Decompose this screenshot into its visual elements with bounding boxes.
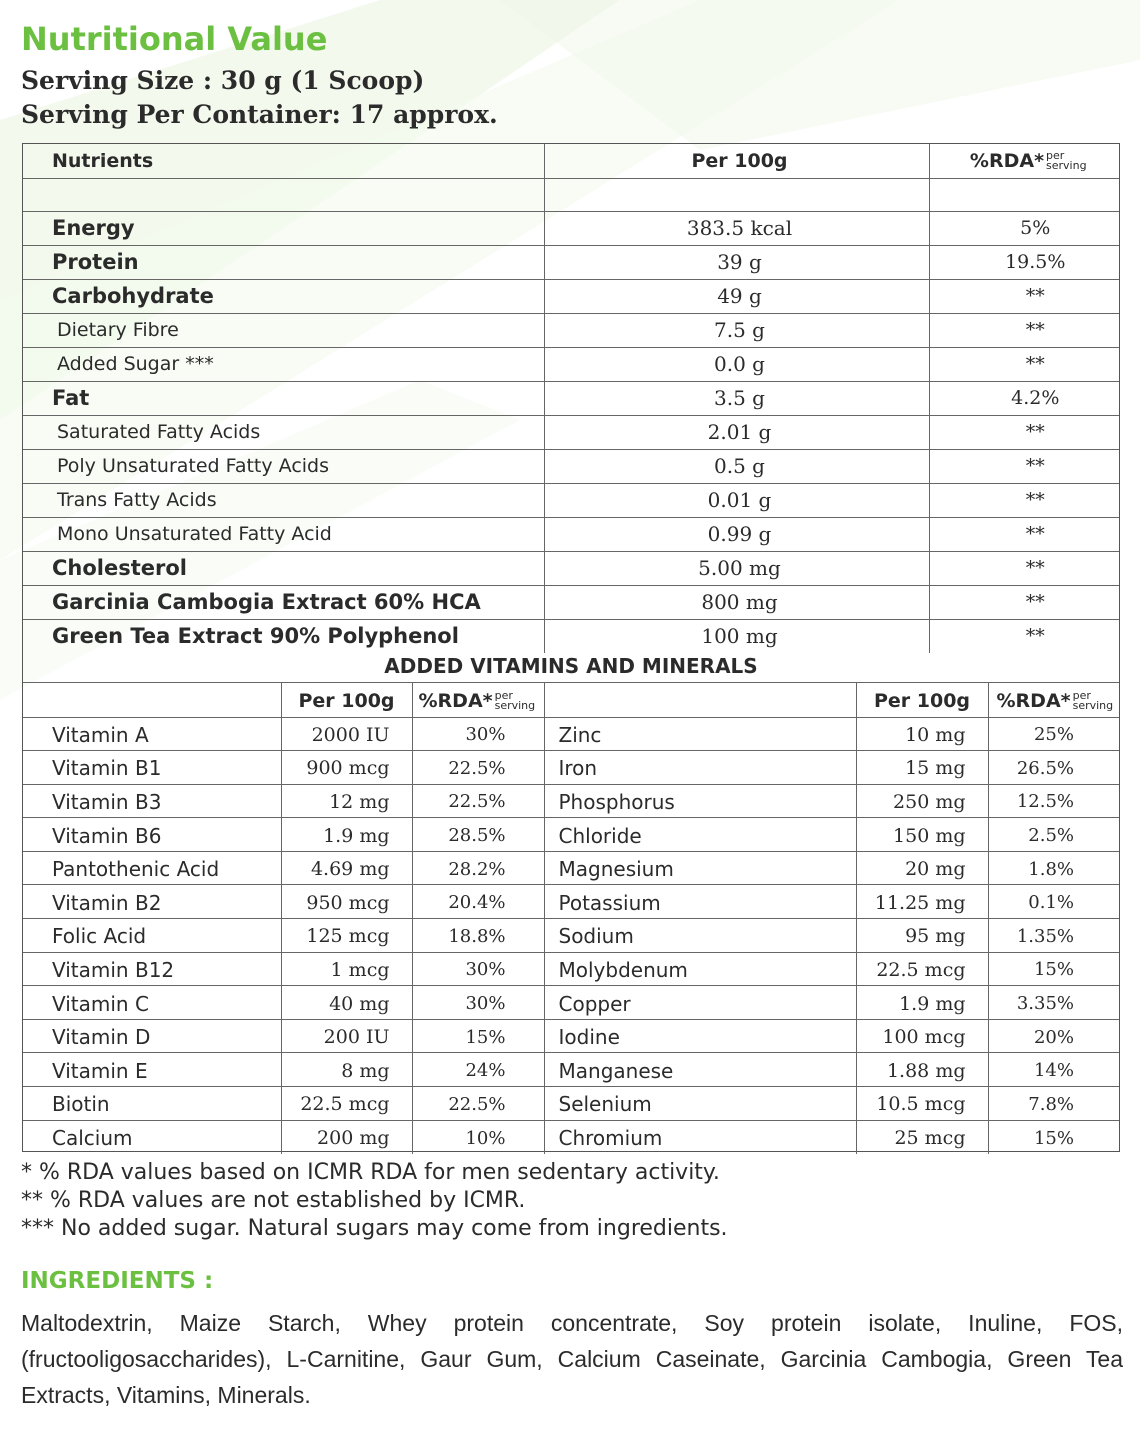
header-per100g-left: Per 100g [281,683,412,717]
vitamin-per100g: 200 mg [281,1120,412,1154]
mineral-name: Copper [544,986,856,1020]
vitamin-rda: 15% [412,1019,544,1053]
nutrient-row [23,347,1119,381]
nutrient-name: Trans Fatty Acids [23,483,544,517]
nutrient-rda: ** [929,483,1119,517]
mineral-name: Selenium [544,1087,856,1121]
vitamin-row [23,1053,1119,1087]
nutrient-row [23,381,1119,415]
mineral-per100g: 10 mg [856,717,988,751]
nutrient-row [23,313,1119,347]
vitamin-per100g: 200 IU [281,1019,412,1053]
vitamin-rda: 24% [412,1053,544,1087]
nutrient-name: Protein [23,245,544,279]
nutrients-spacer-row [23,178,1119,211]
mineral-rda: 14% [988,1053,1119,1087]
vitamin-per100g: 900 mcg [281,751,412,785]
mineral-name: Iodine [544,1019,856,1053]
vitamin-row [23,784,1119,818]
vitamin-name: Vitamin C [23,986,281,1020]
mineral-name: Iron [544,751,856,785]
vitamin-per100g: 1.9 mg [281,818,412,852]
nutrient-rda: ** [929,415,1119,449]
rda-sup-per: per [494,689,513,703]
header-rda-left-sup [495,691,536,711]
vitamin-per100g: 950 mcg [281,885,412,919]
vitamins-section-title: ADDED VITAMINS AND MINERALS [23,650,1119,683]
vitamin-row [23,1120,1119,1154]
vitamin-row [23,885,1119,919]
nutrient-rda: ** [929,449,1119,483]
nutrient-per100g: 0.5 g [544,449,929,483]
header-rda-right-label: %RDA* [996,689,1071,712]
mineral-per100g: 11.25 mg [856,885,988,919]
vitamin-row [23,751,1119,785]
vitamin-row [23,717,1119,751]
vitamin-name: Vitamin D [23,1019,281,1053]
mineral-name: Sodium [544,919,856,953]
vitamin-rda: 28.2% [412,851,544,885]
vitamin-rda: 20.4% [412,885,544,919]
vitamin-row [23,952,1119,986]
mineral-rda: 1.35% [988,919,1119,953]
vitamin-rda: 22.5% [412,751,544,785]
nutrient-per100g: 39 g [544,245,929,279]
vitamin-name: Pantothenic Acid [23,851,281,885]
vitamin-row [23,986,1119,1020]
mineral-per100g: 100 mcg [856,1019,988,1053]
vitamin-row [23,818,1119,852]
mineral-name: Chromium [544,1120,856,1154]
nutrient-rda: 5% [929,211,1119,245]
serving-size: Serving Size : 30 g (1 Scoop) [21,66,425,95]
spacer-cell [929,178,1119,211]
vitamin-name: Vitamin B1 [23,751,281,785]
nutrient-row [23,245,1119,279]
mineral-per100g: 1.88 mg [856,1053,988,1087]
nutrient-row [23,483,1119,517]
vitamin-name: Vitamin B6 [23,818,281,852]
header-rda [929,144,1119,178]
nutrition-panel [22,143,1120,1152]
vitamin-per100g: 1 mcg [281,952,412,986]
mineral-name: Chloride [544,818,856,852]
nutrient-per100g: 0.99 g [544,517,929,551]
header-rda-label: %RDA* [969,149,1045,172]
vitamin-rda: 18.8% [412,919,544,953]
nutrient-per100g: 383.5 kcal [544,211,929,245]
nutrient-row [23,619,1119,653]
vitamin-per100g: 22.5 mcg [281,1087,412,1121]
footnote-1: * % RDA values based on ICMR RDA for men sedentary activity. [21,1160,720,1185]
header-rda-left [412,683,544,717]
nutrient-rda: ** [929,619,1119,653]
nutrient-name: Fat [23,381,544,415]
nutrient-per100g: 7.5 g [544,313,929,347]
vitamin-row [23,851,1119,885]
nutrient-name: Green Tea Extract 90% Polyphenol [52,624,459,649]
vitamin-name: Vitamin A [23,717,281,751]
vitamin-name: Vitamin B2 [23,885,281,919]
serving-per-container: Serving Per Container: 17 approx. [21,100,498,129]
nutrient-row [23,551,1119,585]
nutrient-name: Dietary Fibre [23,313,544,347]
header-rda-left-label: %RDA* [418,689,493,712]
vitamin-per100g: 2000 IU [281,717,412,751]
nutrient-per100g: 100 mg [544,619,929,653]
rda-sup-serving: serving [1072,699,1114,713]
mineral-rda: 15% [988,952,1119,986]
vitamin-rda: 22.5% [412,1087,544,1121]
vitamins-header-row [23,683,1119,717]
vitamin-name: Folic Acid [23,919,281,953]
nutrient-row [23,585,1119,619]
vitamin-per100g: 8 mg [281,1053,412,1087]
nutrient-row [23,449,1119,483]
nutrient-name: Poly Unsaturated Fatty Acids [23,449,544,483]
rda-sup-serving: serving [1046,159,1087,173]
vitamin-row [23,919,1119,953]
mineral-name: Molybdenum [544,952,856,986]
mineral-name: Phosphorus [544,784,856,818]
mineral-rda: 12.5% [988,784,1119,818]
mineral-rda: 7.8% [988,1087,1119,1121]
spacer-cell [23,178,544,211]
spacer-cell [544,178,929,211]
nutrient-name: Mono Unsaturated Fatty Acid [23,517,544,551]
nutrient-name: Saturated Fatty Acids [23,415,544,449]
mineral-per100g: 10.5 mcg [856,1087,988,1121]
header-rda-right-sup [1073,691,1114,711]
vitamin-name: Calcium [52,1126,133,1151]
mineral-rda: 1.8% [988,851,1119,885]
nutrient-name: Garcinia Cambogia Extract 60% HCA [23,585,544,619]
mineral-per100g: 20 mg [856,851,988,885]
vitamin-row [23,1087,1119,1121]
mineral-rda: 26.5% [988,751,1119,785]
vitamin-name: Biotin [23,1087,281,1121]
nutrient-name: Energy [23,211,544,245]
mineral-name: Zinc [544,717,856,751]
nutrient-rda: 19.5% [929,245,1119,279]
vitamin-per100g: 12 mg [281,784,412,818]
nutrients-table [23,144,1119,653]
vitamin-rda: 10% [412,1120,544,1154]
vitamin-name: Vitamin B12 [23,952,281,986]
header-per100g: Per 100g [544,144,929,178]
vitamin-name: Vitamin B3 [23,784,281,818]
mineral-name: Manganese [544,1053,856,1087]
ingredients-text: Maltodextrin, Maize Starch, Whey protein concentrate, Soy protein isolate, Inuline, FOS, (fructooligosaccharides), L-Carnitine, Gaur Gum, Calcium Caseinate, Garcinia Cambogia, Green Tea Extracts, Vitamins, Minerals. [21,1310,1123,1408]
vitamin-rda: 30% [412,986,544,1020]
mineral-name: Potassium [544,885,856,919]
nutrient-rda: ** [929,517,1119,551]
header-per100g-right: Per 100g [856,683,988,717]
nutrient-per100g: 5.00 mg [544,551,929,585]
nutrient-row [23,415,1119,449]
nutrient-row [23,211,1119,245]
mineral-per100g: 250 mg [856,784,988,818]
mineral-rda: 25% [988,717,1119,751]
nutrient-row [23,517,1119,551]
page-title: Nutritional Value [21,20,328,58]
rda-sup-per: per [1046,149,1065,163]
vitamin-row [23,1019,1119,1053]
nutrient-name: Cholesterol [23,551,544,585]
vitamin-rda: 22.5% [412,784,544,818]
header-rda-sup [1046,151,1087,171]
mineral-per100g: 95 mg [856,919,988,953]
nutrient-rda: ** [929,347,1119,381]
mineral-per100g: 15 mg [856,751,988,785]
mineral-per100g: 150 mg [856,818,988,852]
vitamin-per100g: 40 mg [281,986,412,1020]
footnote-2: ** % RDA values are not established by ICMR. [21,1188,526,1213]
footnote-3: *** No added sugar. Natural sugars may come from ingredients. [21,1216,728,1241]
nutrient-name: Carbohydrate [23,279,544,313]
nutrient-per100g: 0.0 g [544,347,929,381]
vitamin-name: Vitamin E [23,1053,281,1087]
nutrient-per100g: 2.01 g [544,415,929,449]
nutrients-header-row [23,144,1119,178]
vitamin-rda: 30% [412,952,544,986]
mineral-rda: 3.35% [988,986,1119,1020]
header-blank [23,683,281,717]
mineral-rda: 15% [988,1120,1119,1154]
mineral-rda: 0.1% [988,885,1119,919]
mineral-per100g: 1.9 mg [856,986,988,1020]
nutrient-row [23,279,1119,313]
nutrient-rda: ** [929,551,1119,585]
nutrient-per100g: 49 g [544,279,929,313]
mineral-per100g: 25 mcg [856,1120,988,1154]
nutrient-per100g: 0.01 g [544,483,929,517]
vitamin-per100g: 4.69 mg [281,851,412,885]
ingredients-title: INGREDIENTS : [21,1268,214,1294]
vitamin-per100g: 125 mcg [281,919,412,953]
header-blank [544,683,856,717]
mineral-name: Magnesium [544,851,856,885]
nutrient-name: Added Sugar *** [23,347,544,381]
vitamins-table [23,683,1119,1154]
nutrient-per100g: 3.5 g [544,381,929,415]
header-nutrients: Nutrients [23,144,544,178]
mineral-per100g: 22.5 mcg [856,952,988,986]
rda-sup-serving: serving [494,699,536,713]
nutrient-rda: 4.2% [929,381,1119,415]
rda-sup-per: per [1072,689,1091,703]
vitamin-rda: 30% [412,717,544,751]
header-rda-right [988,683,1119,717]
mineral-rda: 2.5% [988,818,1119,852]
nutrient-rda: ** [929,279,1119,313]
nutrient-rda: ** [929,585,1119,619]
nutrient-per100g: 800 mg [544,585,929,619]
vitamin-rda: 28.5% [412,818,544,852]
nutrient-rda: ** [929,313,1119,347]
mineral-rda: 20% [988,1019,1119,1053]
